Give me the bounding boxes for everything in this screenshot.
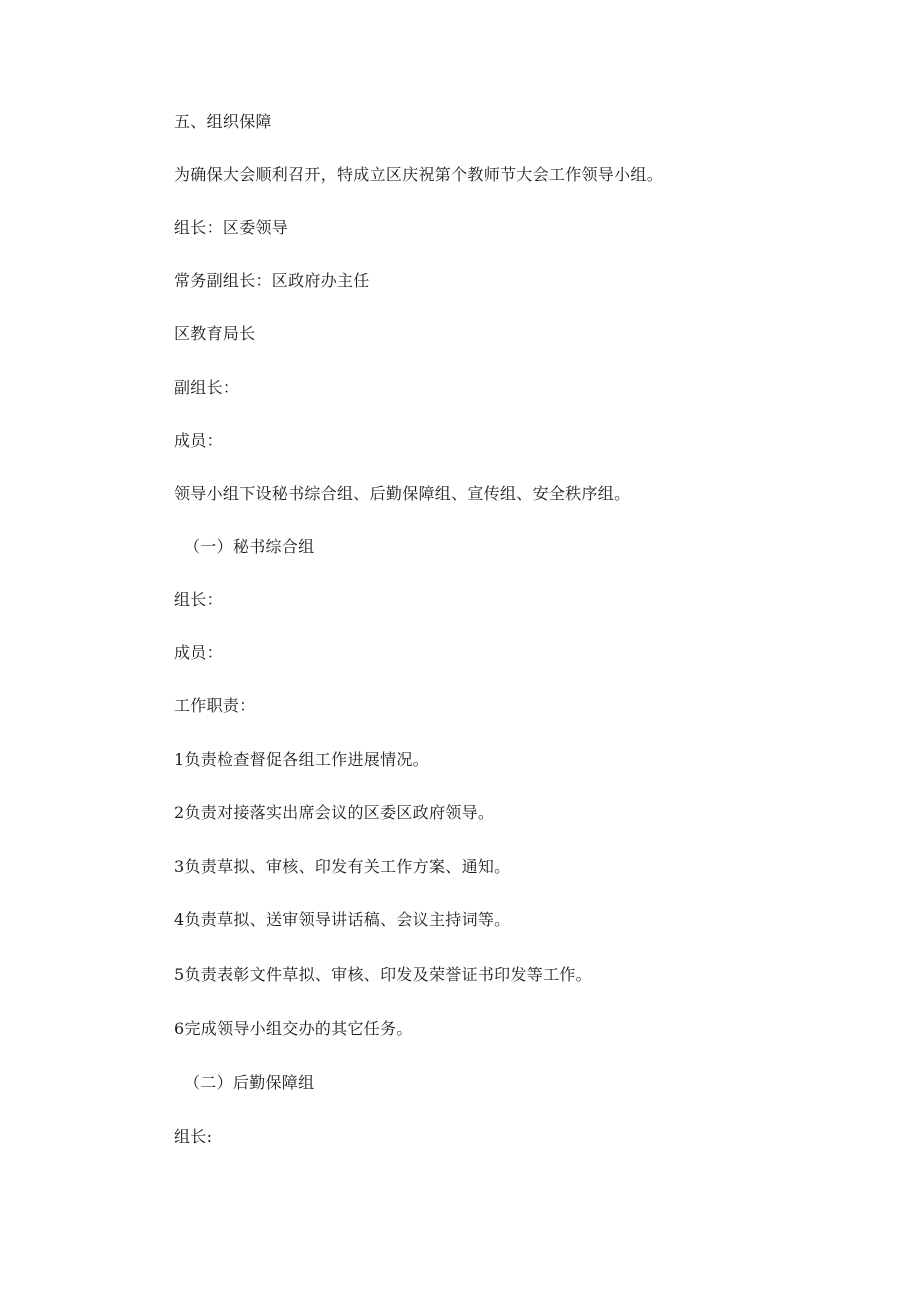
list-item: 6完成领导小组交办的其它任务。 bbox=[174, 1019, 413, 1038]
section-heading: 五、组织保障 bbox=[174, 112, 272, 131]
subsection-heading: （二）后勤保障组 bbox=[184, 1073, 315, 1092]
paragraph: 副组长： bbox=[174, 378, 240, 397]
paragraph: 领导小组下设秘书综合组、后勤保障组、宣传组、安全秩序组。 bbox=[174, 484, 631, 503]
paragraph: 区教育局长 bbox=[174, 324, 256, 343]
paragraph: 成员： bbox=[174, 643, 223, 662]
list-item: 5负责表彰文件草拟、审核、印发及荣誉证书印发等工作。 bbox=[174, 965, 592, 984]
subsection-heading: （一）秘书综合组 bbox=[184, 537, 315, 556]
paragraph: 组长: bbox=[174, 1127, 213, 1146]
paragraph: 组长： bbox=[174, 590, 223, 609]
list-item: 3负责草拟、审核、印发有关工作方案、通知。 bbox=[174, 857, 511, 876]
paragraph: 常务副组长：区政府办主任 bbox=[174, 271, 370, 290]
paragraph: 组长：区委领导 bbox=[174, 218, 289, 237]
paragraph: 为确保大会顺利召开，特成立区庆祝第个教师节大会工作领导小组。 bbox=[174, 165, 664, 184]
paragraph: 工作职责： bbox=[174, 696, 256, 715]
list-item: 2负责对接落实出席会议的区委区政府领导。 bbox=[174, 803, 495, 822]
list-item: 1负责检查督促各组工作进展情况。 bbox=[174, 750, 429, 769]
paragraph: 成员： bbox=[174, 431, 223, 450]
list-item: 4负责草拟、送审领导讲话稿、会议主持词等。 bbox=[174, 910, 511, 929]
